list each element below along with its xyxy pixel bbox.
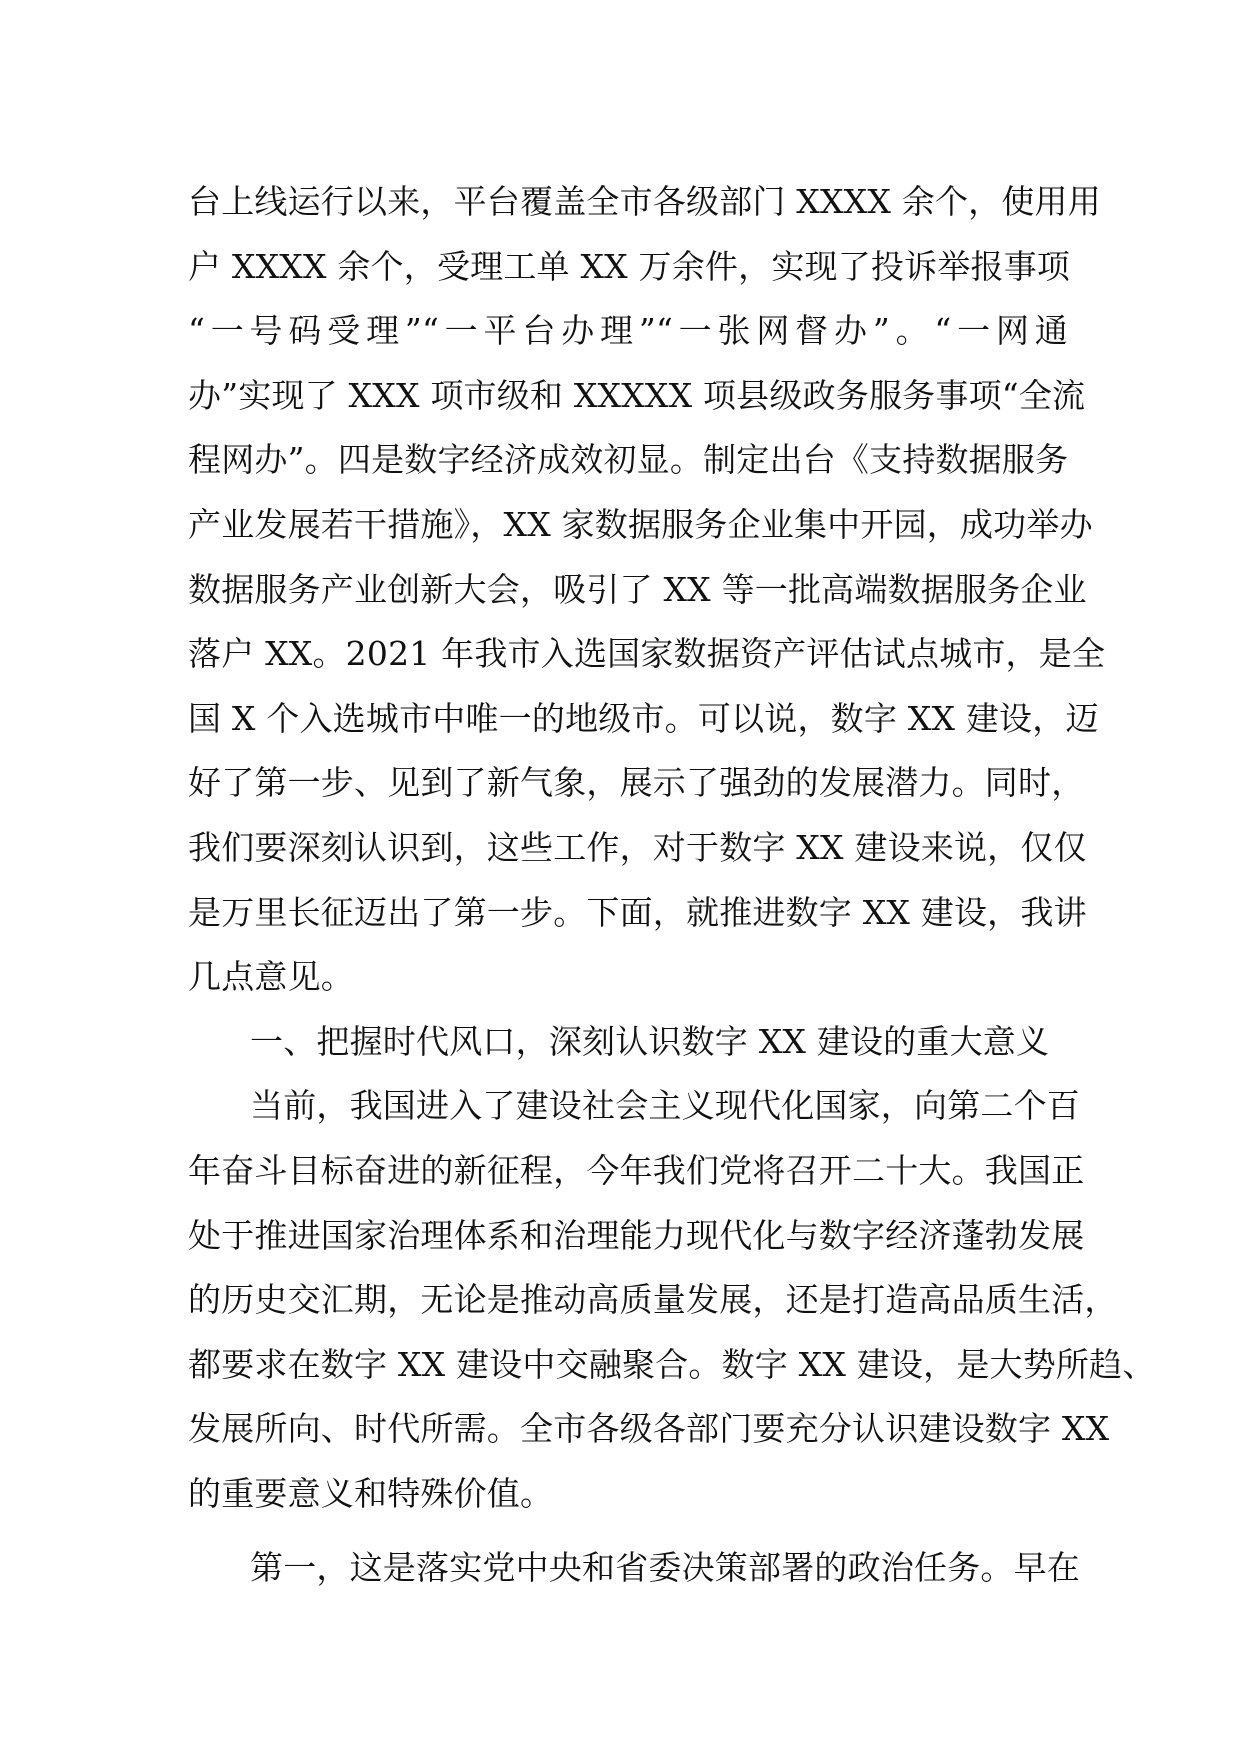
text-line: 第一，这是落实党中央和省委决策部署的政治任务。早在 — [250, 1548, 1080, 1588]
text-line: 年奋斗目标奋进的新征程，今年我们党将召开二十大。我国正 — [188, 1150, 1085, 1190]
text-line: 都要求在数字 XX 建设中交融聚合。数字 XX 建设，是大势所趋、 — [188, 1344, 1156, 1384]
section-heading — [188, 1010, 1068, 1075]
text-line: 落户 XX。2021 年我市入选国家数据资产评估试点城市，是全 — [188, 634, 1106, 674]
text-line: 的历史交汇期，无论是推动高质量发展，还是打造高品质生活， — [188, 1280, 1118, 1320]
text-line: 的重要意义和特殊价值。 — [188, 1473, 554, 1513]
paragraph-intro — [188, 170, 1106, 1010]
text-line: 产业发展若干措施》，XX 家数据服务企业集中开园，成功举办 — [188, 504, 1093, 544]
paragraph-significance — [188, 1074, 1156, 1526]
text-line: 几点意见。 — [188, 957, 354, 997]
heading-line: 一、把握时代风口，深刻认识数字 XX 建设的重大意义 — [250, 1021, 1050, 1061]
text-line: 处于推进国家治理体系和治理能力现代化与数字经济蓬勃发展 — [188, 1215, 1085, 1255]
text-line: 好了第一步、见到了新气象，展示了强劲的发展潜力。同时， — [188, 763, 1085, 803]
text-line: 国 X 个入选城市中唯一的地级市。可以说，数字 XX 建设，迈 — [188, 698, 1099, 738]
text-line: 当前，我国进入了建设社会主义现代化国家，向第二个百 — [250, 1086, 1080, 1126]
text-line: 是万里长征迈出了第一步。下面，就推进数字 XX 建设，我讲 — [188, 892, 1087, 932]
text-line: 台上线运行以来，平台覆盖全市各级部门 XXXX 余个，使用用 — [188, 182, 1101, 221]
document-body — [188, 170, 1156, 1601]
text-line: 户 XXXX 余个，受理工单 XX 万余件，实现了投诉举报事项 — [188, 246, 1071, 286]
text-line: “一号码受理”“一平台办理”“一张网督办”。“一网通 — [188, 311, 1068, 351]
text-line: 程网办”。四是数字经济成效初显。制定出台《支持数据服务 — [188, 440, 1069, 480]
paragraph-spacer — [188, 1526, 1068, 1536]
paragraph-first-point — [188, 1536, 1080, 1601]
text-line: 发展所向、时代所需。全市各级各部门要充分认识建设数字 XX — [188, 1409, 1110, 1449]
text-line: 数据服务产业创新大会，吸引了 XX 等一批高端数据服务企业 — [188, 569, 1087, 609]
text-line: 办”实现了 XXX 项市级和 XXXXX 项县级政务服务事项“全流 — [188, 375, 1086, 415]
text-line: 我们要深刻认识到，这些工作，对于数字 XX 建设来说，仅仅 — [188, 827, 1087, 867]
